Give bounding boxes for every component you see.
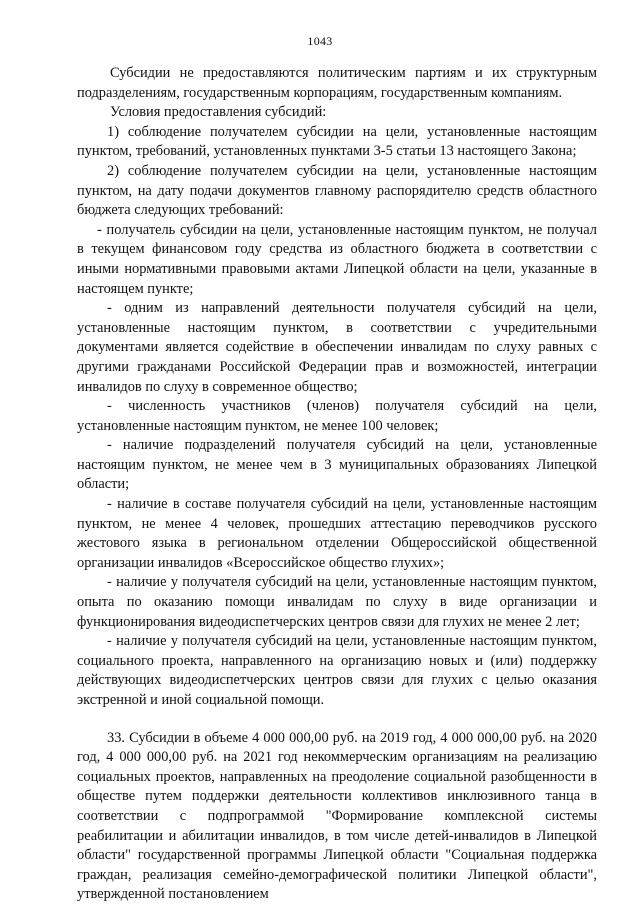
document-body xyxy=(77,64,597,905)
bullet-member-count: - численность участников (членов) получателя субсидий на цели, установленные настоящим пунктом, не менее 100 человек; xyxy=(77,398,597,434)
paragraph-conditions-heading: Условия предоставления субсидий: xyxy=(110,104,327,121)
bullet-social-project: - наличие у получателя субсидий на цели, установленные настоящим пунктом, социального проекта, направленного на организацию новых и (или) поддержку действующих видеодиспетчерских центров связи для глухих с целью оказания экстренной и иной социальной помощи. xyxy=(77,633,597,708)
paragraph-subsidy-exclusions: Субсидии не предоставляются политическим партиям и их структурным подразделениям, государственным корпорациям, государственным компаниям. xyxy=(77,65,597,101)
bullet-experience: - наличие у получателя субсидий на цели, установленные настоящим пунктом, опыта по оказанию помощи инвалидам по слуху в виде организации и функционирования видеодиспетчерских центров связи для глухих не менее 2 лет; xyxy=(77,574,597,630)
paragraph-item-33: 33. Субсидии в объеме 4 000 000,00 руб. на 2019 год, 4 000 000,00 руб. на 2020 год, 4 000 000,00 руб. на 2021 год некоммерческим организациям на реализацию социальных проектов, направленных на преодоление социальной разобщенности в обществе путем поддержки деятельности коллективов инклюзивного танца в соответствии с подпрограммой "Формирование комплексной системы реабилитации и абилитации инвалидов, в том числе детей-инвалидов в Липецкой области" государственной программы Липецкой области "Социальная поддержка граждан, реализация семейно-демографической политики Липецкой области", утвержденной постановлением xyxy=(77,729,597,903)
bullet-subdivisions: - наличие подразделений получателя субсидий на цели, установленные настоящим пунктом, не менее чем в 3 муниципальных образованиях Липецкой области; xyxy=(77,437,597,493)
bullet-interpreters: - наличие в составе получателя субсидий на цели, установленные настоящим пунктом, не менее 4 человек, прошедших аттестацию переводчиков русского жестового языка в региональном отделении Общероссийской общественной организации инвалидов «Всероссийское общество глухих»; xyxy=(77,496,597,571)
bullet-no-other-funds: - получатель субсидии на цели, установленные настоящим пунктом, не получал в текущем финансовом году средства из областного бюджета в соответствии с иными нормативными правовыми актами Липецкой области на цели, указанные в настоящем пункте; xyxy=(77,221,597,297)
paragraph-condition-2: 2) соблюдение получателем субсидии на цели, установленные настоящим пунктом, на дату подачи документов главному распорядителю средств областного бюджета следующих требований: xyxy=(77,162,597,219)
section-gap xyxy=(77,711,597,729)
bullet-activity-direction: - одним из направлений деятельности получателя субсидий на цели, установленные настоящим пунктом, в соответствии с учредительными документами является содействие в обеспечении инвалидам по слуху равных с другими гражданами Российской Федерации прав и возможностей, интеграции инвалидов по слуху в современное общество; xyxy=(77,300,597,395)
paragraph-condition-1: 1) соблюдение получателем субсидии на цели, установленные настоящим пунктом, требований, установленных пунктами 3-5 статьи 13 настоящего Закона; xyxy=(77,123,597,160)
page-number: 1043 xyxy=(307,34,333,48)
